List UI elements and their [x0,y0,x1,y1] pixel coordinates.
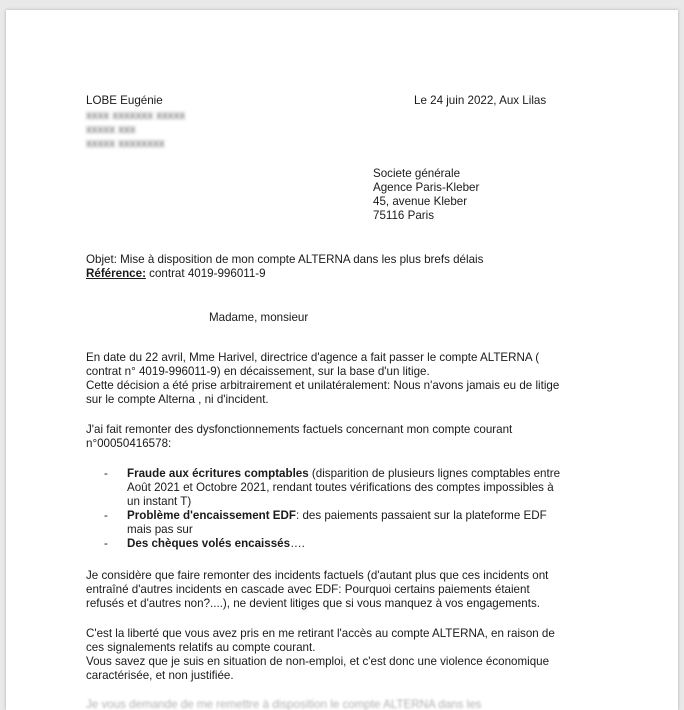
list-item [104,467,604,509]
paragraph-line: sur le compte Alterna , ni d'incident. [86,393,269,406]
recipient-line: 75116 Paris [373,209,435,222]
paragraph-line: En date du 22 avril, Mme Harivel, directrice d'agence a fait passer le compte ALTERNA ( [86,351,540,364]
paragraph-line: Je considère que faire remonter des incidents factuels (d'autant plus que ces incidents ont [86,569,549,582]
paragraph-line: n°00050416578: [86,437,172,450]
salutation: Madame, monsieur [209,311,309,324]
letter-page [6,10,678,710]
paragraph-1 [86,351,606,407]
bullet-dash: - [104,537,108,550]
bullet-text: : des paiements passaient sur la plateforme EDF [296,509,547,522]
recipient-line: Societe générale [373,167,461,180]
sender-phone-redacted: xxxxx xxxxxxxx [86,137,165,150]
paragraph-line: Vous savez que je suis en situation de non-emploi, et c'est donc une violence économique [86,655,550,668]
bullet-text: …. [290,537,305,550]
bullet-dash: - [104,509,108,522]
bullet-text: mais pas sur [127,523,193,536]
bullet-text: Août 2021 et Octobre 2021, rendant toutes vérifications des comptes impossibles à [127,481,554,494]
bullet-title: Problème d'encaissement EDF [127,509,296,522]
paragraph-3 [86,569,606,611]
reference-value: contrat 4019-996011-9 [145,267,266,280]
bullet-title: Fraude aux écritures comptables [127,467,309,480]
paragraph-2 [86,423,606,451]
paragraph-line: ces signalements relatifs au compte courant. [86,641,316,654]
sender-name: LOBE Eugénie [86,94,163,107]
bullet-dash: - [104,467,108,480]
recipient-line: Agence Paris-Kleber [373,181,480,194]
object-line: Objet: Mise à disposition de mon compte ALTERNA dans les plus brefs délais [86,253,484,266]
sender-address-redacted: xxxx xxxxxxx xxxxx [86,109,186,122]
recipient-line: 45, avenue Kleber [373,195,468,208]
incident-list [104,467,604,551]
sender-city-redacted: xxxxx xxx [86,123,136,136]
date-line: Le 24 juin 2022, Aux Lilas [414,94,547,107]
paragraph-line: entraîné d'autres incidents en cascade avec EDF: Pourquoi certains paiements étaient [86,583,530,596]
paragraph-line: Cette décision a été prise arbitrairement et unilatéralement: Nous n'avons jamais eu de litige [86,379,560,392]
paragraph-line: caractérisée, et non justifiée. [86,669,234,682]
cutoff-line: Je vous demande de me remettre à disposition le compte ALTERNA dans les [86,698,482,710]
list-item [104,509,604,537]
bullet-title: Des chèques volés encaissés [127,537,291,550]
reference-line [86,267,266,281]
reference-label: Référence: [86,267,146,280]
list-item [104,537,604,551]
paragraph-line: contrat n° 4019-996011-9) en décaissement, sur la base d'un litige. [86,365,430,378]
paragraph-line: J'ai fait remonter des dysfonctionnements factuels concernant mon compte courant [86,423,513,436]
bullet-text: (disparition de plusieurs lignes comptables entre [308,467,561,480]
paragraph-line: C'est la liberté que vous avez pris en me retirant l'accès au compte ALTERNA, en raison de [86,627,555,640]
paragraph-line: refusés et d'autres non?....), ne devient litiges que si vous manquez à vos engagements. [86,597,540,610]
paragraph-4 [86,627,606,683]
bullet-text: un instant T) [127,495,192,508]
